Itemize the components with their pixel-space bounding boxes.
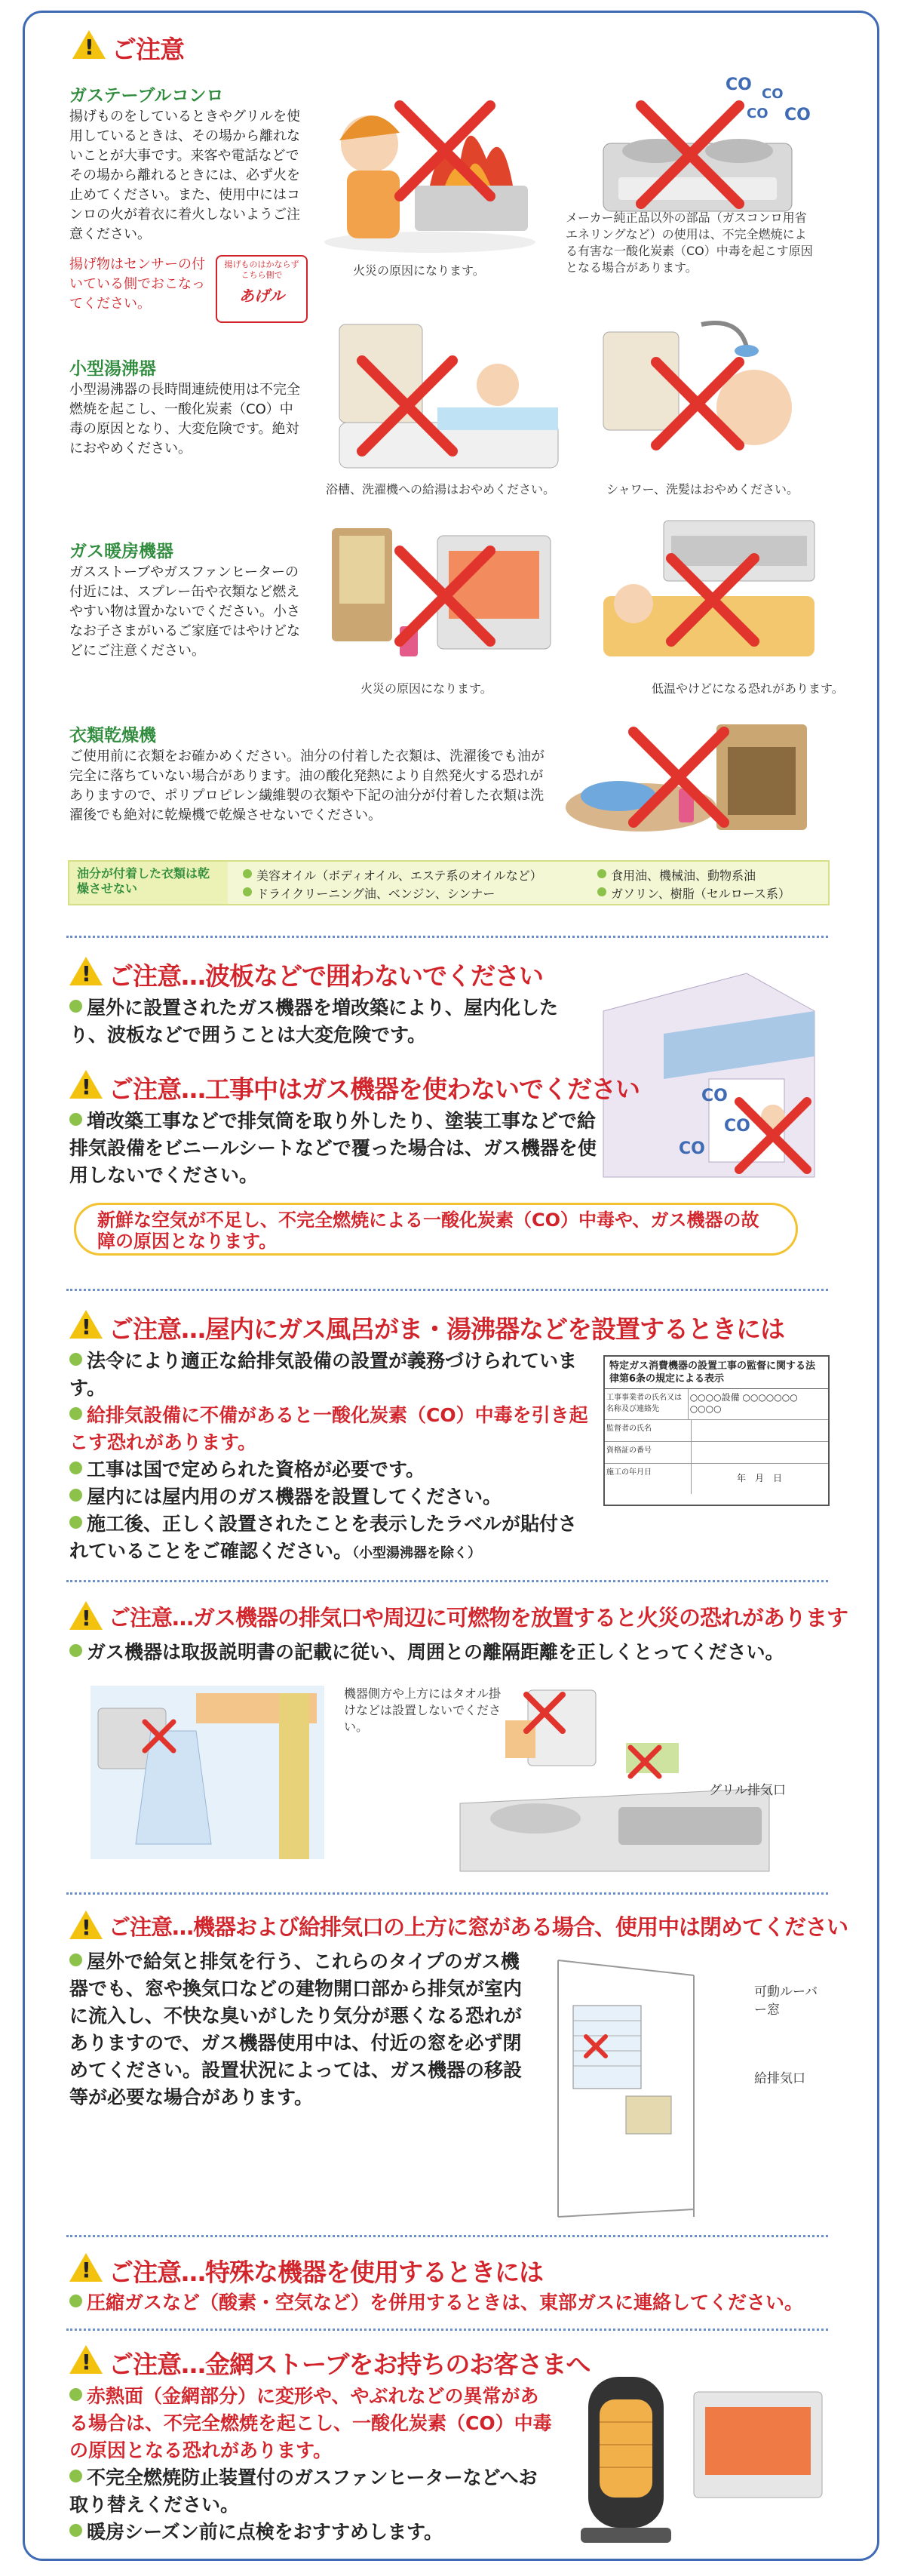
co-label: CO xyxy=(724,1117,750,1136)
gas-table-text: 揚げものをしているときやグリルを使用しているときは、その場から離れないことが大事です。来客や電話などでその場から離れるときには、必ず火を止めてください。また、使用中にはコンロの火が着衣に着火しないようご注意ください。 xyxy=(69,109,300,242)
shower-caption: シャワー、洗髪はおやめください。 xyxy=(606,482,799,496)
warning-icon xyxy=(69,1310,103,1339)
section4-item xyxy=(69,1483,590,1511)
bath-caption: 浴槽、洗濯機への給湯はおやめください。 xyxy=(326,482,556,496)
kitchen-illustration xyxy=(452,1675,777,1879)
label-row-key: 監督者の氏名 xyxy=(605,1420,692,1441)
label-row-value: 年 月 日 xyxy=(737,1473,783,1483)
section4-item xyxy=(69,1348,590,1402)
heater-fire-caption: 火災の原因になります。 xyxy=(360,681,492,696)
dryer-title: 衣類乾燥機 xyxy=(69,726,156,745)
oil-box-label: 油分が付着した衣類は乾燥させない xyxy=(69,862,228,904)
bullet-icon xyxy=(597,869,606,878)
section-divider xyxy=(66,2235,828,2237)
bullet-icon xyxy=(243,869,252,878)
section8-item xyxy=(69,2464,552,2519)
gas-table-title: ガステーブルコンロ xyxy=(69,86,224,106)
label-title: 特定ガス消費機器の設置工事の監督に関する法律第6条の規定による表示 xyxy=(605,1357,828,1389)
bullet-icon xyxy=(69,1353,82,1366)
cross-mark-icon xyxy=(140,1717,178,1755)
mesh-stove-illustration xyxy=(566,2362,830,2550)
warning-icon xyxy=(69,1910,103,1939)
oil-item xyxy=(597,884,790,902)
section4-item-text: 工事は国で定められた資格が必要です。 xyxy=(87,1459,425,1480)
bullet-icon xyxy=(69,1954,82,1966)
section2-text-content: 屋外に設置されたガス機器を増改築により、屋内化したり、波板などで囲うことは大変危険です。 xyxy=(69,997,559,1046)
section4-item-note: （小型湯沸器を除く） xyxy=(352,1545,482,1561)
section7-title: ご注意…特殊な機器を使用するときには xyxy=(109,2258,543,2287)
section3-title: ご注意…工事中はガス機器を使わないでください xyxy=(109,1074,640,1104)
label-row-value: ○○○○設備 ○○○○○○○ ○○○○ xyxy=(689,1392,798,1414)
section-divider xyxy=(66,1580,828,1582)
sensor-badge-text: 揚げものはかならずこちら側で xyxy=(224,260,299,280)
section5-caption: 機器側方や上方にはタオル掛けなどは設置しないでください。 xyxy=(344,1686,502,1734)
bullet-icon xyxy=(69,1407,82,1420)
cross-mark-icon xyxy=(649,355,747,453)
section-divider xyxy=(66,2329,828,2331)
bullet-icon xyxy=(243,887,252,896)
bullet-icon xyxy=(69,1516,82,1529)
warning-icon xyxy=(69,1070,103,1099)
section3-text-content: 増改築工事などで排気筒を取り外したり、塗装工事などで給排気設備をビニールシートなどで覆った場合は、ガス機器を使用しないでください。 xyxy=(69,1110,597,1186)
co-label: CO xyxy=(701,1087,728,1105)
co-label: CO xyxy=(747,106,768,121)
cross-mark-icon xyxy=(522,1690,567,1735)
co-label: CO xyxy=(679,1139,705,1158)
bullet-icon xyxy=(69,1489,82,1502)
cross-mark-icon xyxy=(392,98,498,204)
section8-item-text: 暖房シーズン前に点検をおすすめします。 xyxy=(87,2521,443,2543)
bullet-icon xyxy=(69,2470,82,2482)
section7-text xyxy=(69,2289,831,2316)
room-heater-text: ガスストーブやガスファンヒーターの付近には、スプレー缶や衣類など燃えやすい物は置かないでください。小さなお子さまがいるご家庭ではやけどなどにご注意ください。 xyxy=(69,564,300,659)
louver-window-label: 可動ルーバー窓 xyxy=(754,1984,818,2018)
warning-icon xyxy=(69,1601,103,1630)
co-label: CO xyxy=(784,106,811,124)
sensor-badge xyxy=(216,255,308,323)
bullet-icon xyxy=(69,2388,82,2401)
window-vent-illustration xyxy=(543,1953,739,2224)
label-row xyxy=(605,1389,828,1420)
bullet-icon xyxy=(69,1113,82,1126)
section-divider xyxy=(66,1289,828,1291)
gas-parts-caption: メーカー純正品以外の部品（ガスコンロ用省エネリングなど）の使用は、不完全燃焼による有害な一酸化炭素（CO）中毒を起こす原因となる場合があります。 xyxy=(566,211,813,275)
warning-icon xyxy=(72,30,106,59)
dryer-text: ご使用前に衣類をお確かめください。油分の付着した衣類は、洗濯後でも油が完全に落ちていない場合があります。油の酸化発熱により自然発火する恐れがありますので、ポリプロピレン繊維製の衣類や下記の油分が付着した衣類は洗濯後でも絶対に乾燥機で乾燥させないでください。 xyxy=(69,749,545,823)
oil-item xyxy=(597,866,756,884)
warning-icon xyxy=(69,957,103,985)
label-row-key: 工事事業者の氏名又は名称及び連絡先 xyxy=(605,1389,689,1419)
cross-mark-icon xyxy=(634,98,747,211)
label-row xyxy=(605,1442,828,1464)
cross-mark-icon xyxy=(732,1094,814,1177)
bullet-icon xyxy=(597,887,606,896)
warning-icon xyxy=(69,2253,103,2282)
section8-item xyxy=(69,2519,552,2546)
section5-title: ご注意…ガス機器の排気口や周辺に可燃物を放置すると火災の恐れがあります xyxy=(109,1605,848,1631)
towel-rack-illustration xyxy=(83,1678,332,1874)
co-label: CO xyxy=(762,86,784,102)
section2-text xyxy=(69,994,590,1049)
heater-burn-caption: 低温やけどになる恐れがあります。 xyxy=(652,681,844,696)
label-row xyxy=(605,1420,828,1442)
label-row-key: 施工の年月日 xyxy=(605,1464,692,1494)
bullet-icon xyxy=(69,1644,82,1657)
section3-text xyxy=(69,1108,597,1189)
oil-item-text: ガソリン、樹脂（セルロース系） xyxy=(611,887,790,901)
room-heater-title: ガス暖房機器 xyxy=(69,542,173,561)
bullet-icon xyxy=(69,1462,82,1474)
section6-title: ご注意…機器および給排気口の上方に窓がある場合、使用中は閉めてください xyxy=(109,1914,848,1940)
section2-title: ご注意…波板などで囲わないでください xyxy=(109,961,543,991)
cross-mark-icon xyxy=(664,551,762,649)
section-divider xyxy=(66,936,828,938)
section3-notice: 新鮮な空気が不足し、不完全燃焼による一酸化炭素（CO）中毒や、ガス機器の故障の原因となります。 xyxy=(74,1203,798,1256)
bullet-icon xyxy=(69,2295,82,2307)
section8-title: ご注意…金網ストーブをお持ちのお客さまへ xyxy=(109,2350,591,2379)
section4-item xyxy=(69,1402,590,1456)
gas-table-note: 揚げ物はセンサーの付いている側でおこなってください。 xyxy=(69,257,205,312)
section5-text xyxy=(69,1639,824,1666)
label-row-value xyxy=(692,1420,695,1441)
section8-item-text: 不完全燃焼防止装置付のガスファンヒーターなどへお取り替えください。 xyxy=(69,2467,538,2516)
section8-item-text: 赤熱面（金網部分）に変形や、やぶれなどの異常がある場合は、不完全燃焼を起こし、一酸化炭素（CO）中毒の原因となる恐れがあります。 xyxy=(69,2385,552,2461)
small-heater-title: 小型湯沸器 xyxy=(69,359,156,379)
section-divider xyxy=(66,1892,828,1895)
installation-label xyxy=(603,1355,830,1506)
label-row-key: 資格証の番号 xyxy=(605,1442,692,1463)
section1-title: ご注意 xyxy=(112,35,184,64)
section7-text-content: 圧縮ガスなど（酸素・空気など）を併用するときは、東部ガスに連絡してください。 xyxy=(87,2292,804,2313)
oil-item-text: ドライクリーニング油、ベンジン、シンナー xyxy=(256,887,495,901)
section4-item xyxy=(69,1511,590,1567)
vent-label: 給排気口 xyxy=(754,2071,805,2086)
oil-item xyxy=(243,866,542,884)
grill-vent-label: グリル排気口 xyxy=(709,1783,786,1798)
label-row xyxy=(605,1464,828,1494)
gas-fire-caption: 火災の原因になります。 xyxy=(353,263,485,278)
bullet-icon xyxy=(69,2524,82,2537)
bullet-icon xyxy=(69,1000,82,1013)
small-heater-text[interactable]: 小型湯沸器の長時間連続使用は不完全燃焼を起こし、一酸化炭素（CO）中毒の原因となり、大変危険です。絶対におやめください。 xyxy=(69,382,300,456)
warning-icon xyxy=(69,2345,103,2374)
oil-item xyxy=(243,884,495,902)
section4-item xyxy=(69,1456,590,1483)
cross-mark-icon xyxy=(354,353,460,459)
section6-text xyxy=(69,1948,529,2111)
oil-item-text: 美容オイル（ボディオイル、エステ系のオイルなど） xyxy=(256,868,542,883)
label-row-value xyxy=(692,1442,695,1463)
oil-item-text: 食用油、機械油、動物系油 xyxy=(611,868,756,883)
section4-item-text: 給排気設備に不備があると一酸化炭素（CO）中毒を引き起こす恐れがあります。 xyxy=(69,1404,588,1453)
co-label: CO xyxy=(726,75,752,94)
sensor-badge-brand: あげル xyxy=(239,287,284,305)
section5-text-content: ガス機器は取扱説明書の記載に従い、周囲との離隔距離を正しくとってください。 xyxy=(87,1641,784,1663)
section6-text-content: 屋外で給気と排気を行う、これらのタイプのガス機器でも、窓や換気口などの建物開口部から排気が室内に流入し、不快な臭いがしたり気分が悪くなる恐れがありますので、ガス機器使用中は、付近の窓を必ず閉めてください。設置状況によっては、ガス機器の移設等が必要な場合があります。 xyxy=(69,1950,523,2108)
cross-mark-icon xyxy=(626,1743,664,1781)
section4-item-text: 施工後、正しく設置されたことを表示したラベルが貼付されていることをご確認ください。 xyxy=(69,1513,578,1562)
cross-mark-icon xyxy=(582,2033,609,2060)
oil-warning-box xyxy=(68,860,830,905)
section8-item xyxy=(69,2383,552,2464)
cross-mark-icon xyxy=(626,724,732,830)
cross-mark-icon xyxy=(392,543,498,649)
section4-title: ご注意…屋内にガス風呂がま・湯沸器などを設置するときには xyxy=(109,1314,784,1344)
section4-item-text: 法令により適正な給排気設備の設置が義務づけられています。 xyxy=(69,1350,578,1399)
section4-item-text: 屋内には屋内用のガス機器を設置してください。 xyxy=(87,1486,502,1508)
